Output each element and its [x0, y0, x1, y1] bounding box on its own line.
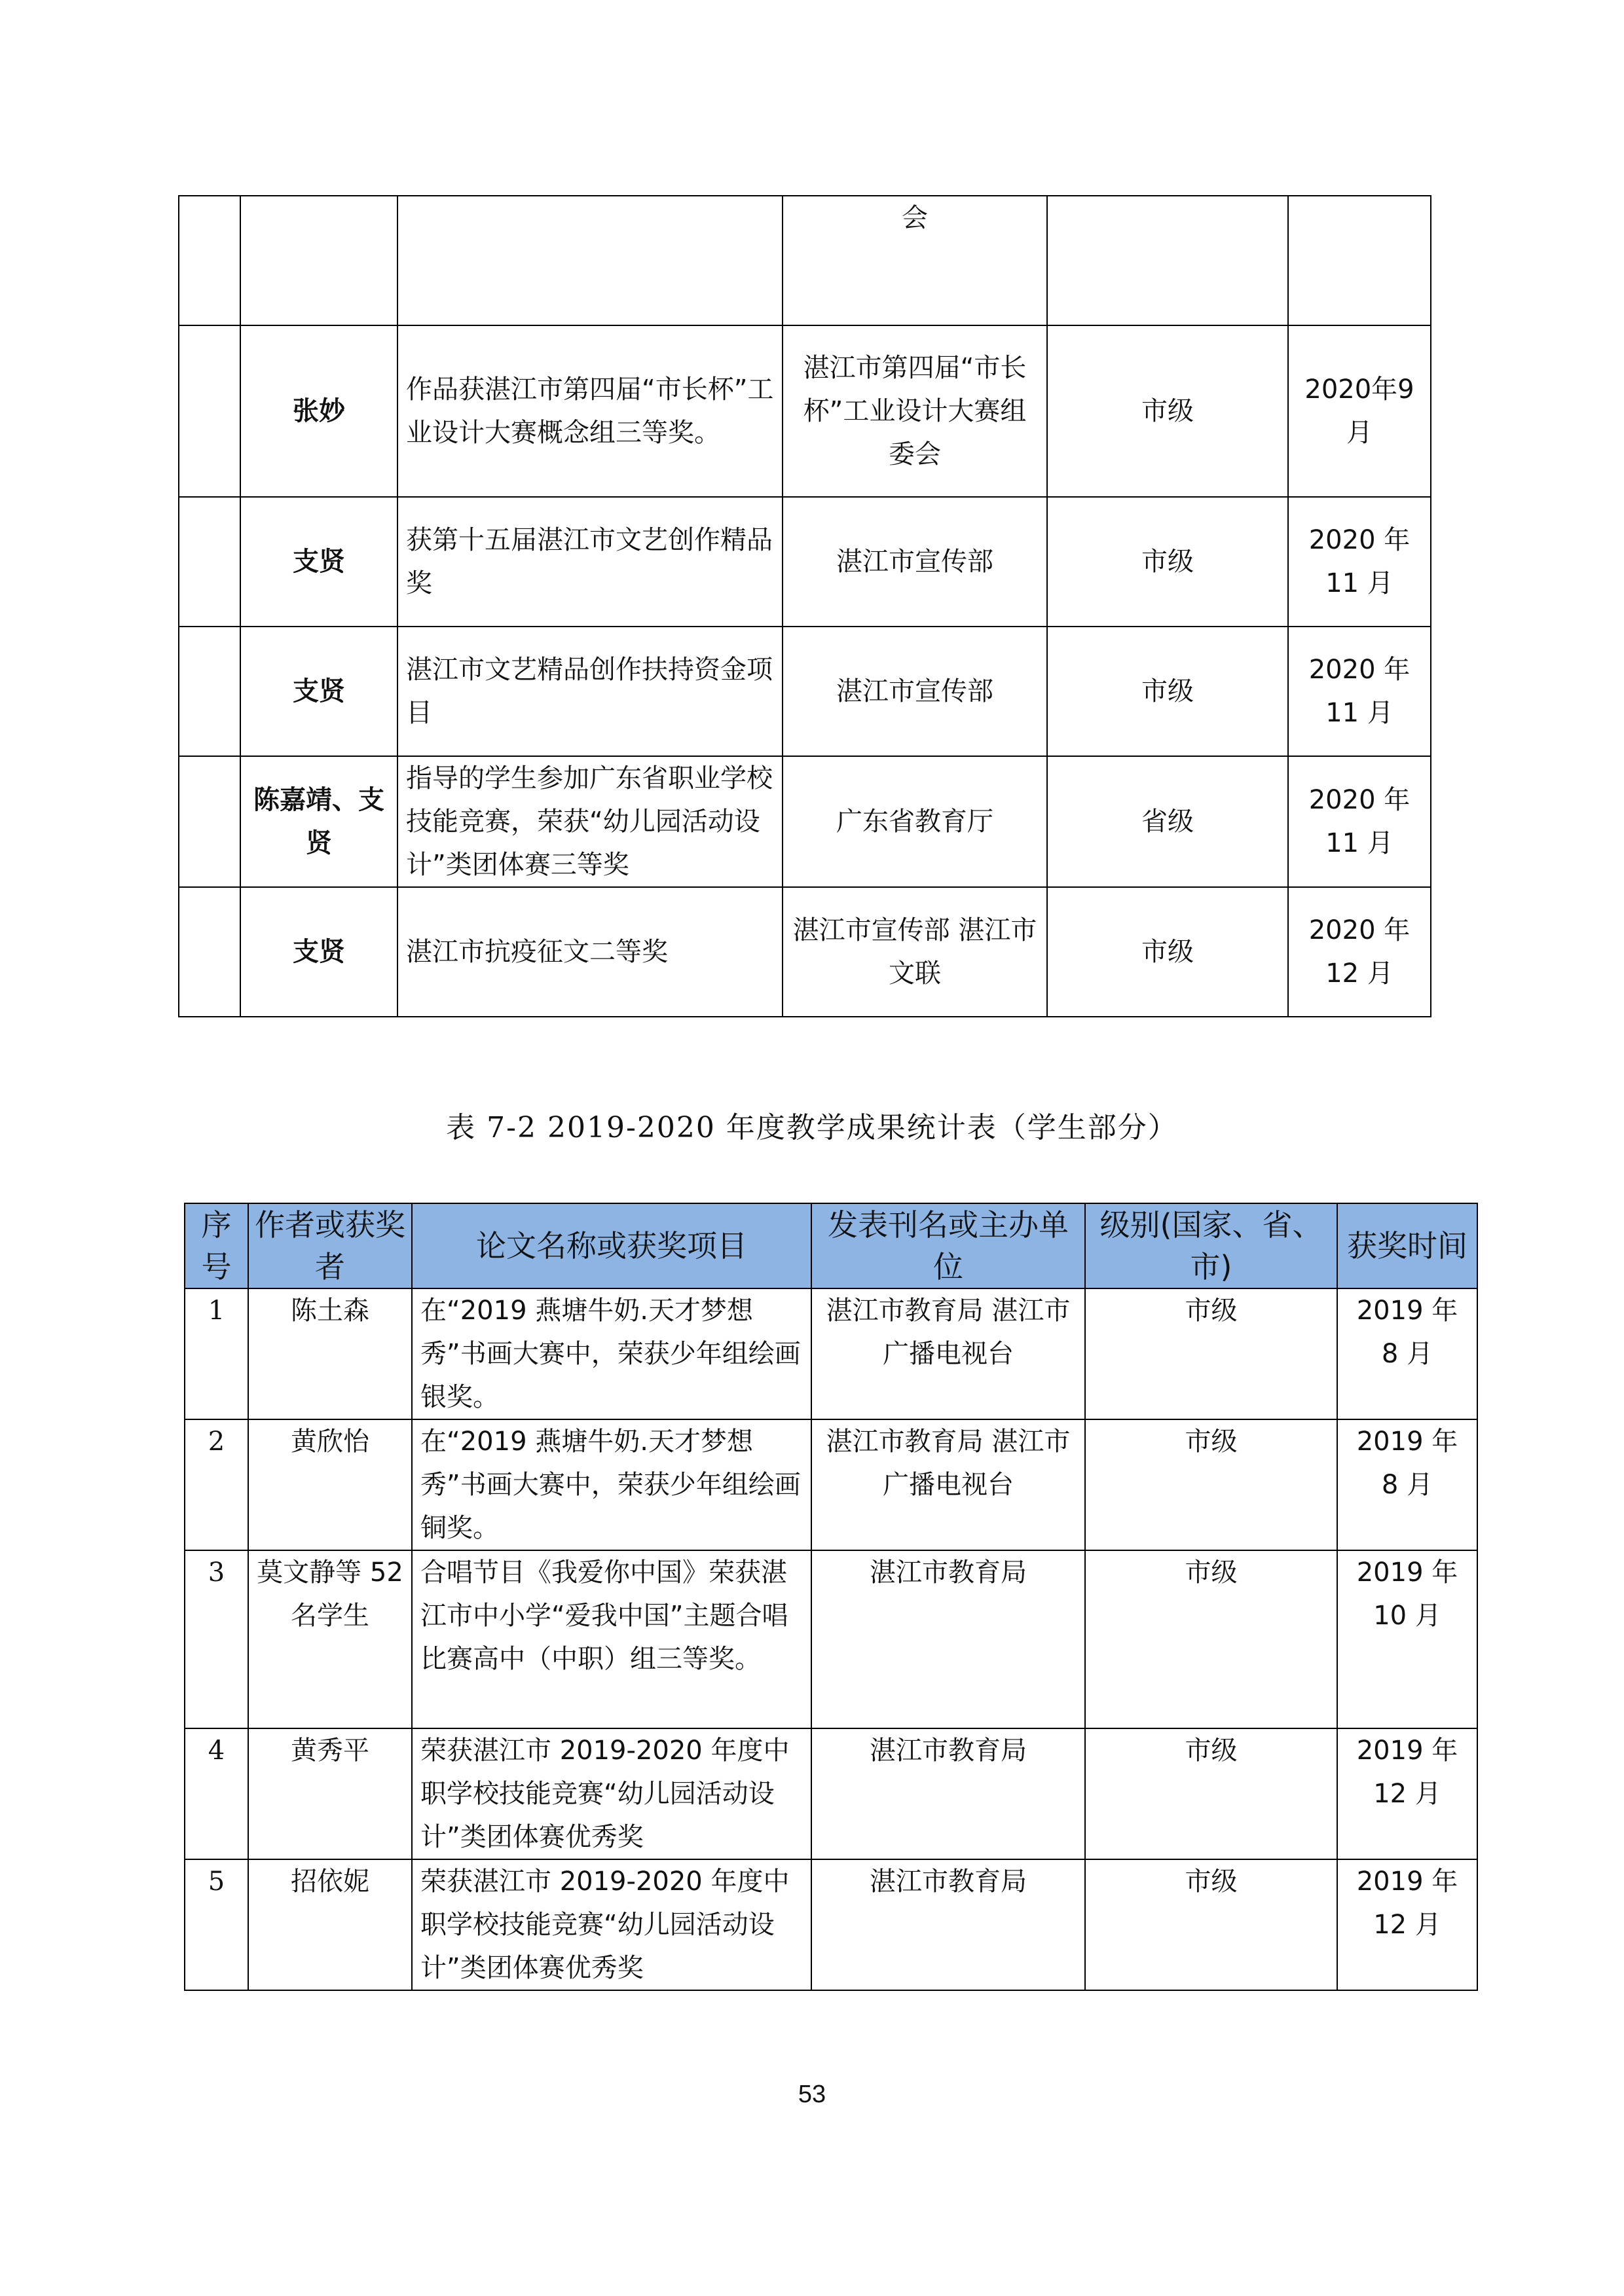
org-cell: 湛江市宣传部: [783, 497, 1047, 627]
seq-cell: 5: [185, 1859, 248, 1990]
title-cell: 湛江市文艺精品创作扶持资金项目: [397, 627, 783, 756]
seq-cell: [179, 497, 240, 627]
author-cell: 支贤: [240, 887, 397, 1017]
title-cell: 作品获湛江市第四届“市长杯”工业设计大赛概念组三等奖。: [397, 325, 783, 497]
author-cell: [240, 196, 397, 325]
level-cell: 市级: [1047, 887, 1288, 1017]
seq-cell: 1: [185, 1288, 248, 1419]
title-cell: 在“2019 燕塘牛奶.天才梦想秀”书画大赛中，荣获少年组绘画铜奖。: [412, 1419, 811, 1550]
header-author: 作者或获奖者: [248, 1203, 412, 1288]
org-cell: 湛江市教育局 湛江市广播电视台: [811, 1288, 1085, 1419]
org-cell: 湛江市教育局: [811, 1859, 1085, 1990]
date-cell: 2019 年 8 月: [1337, 1288, 1477, 1419]
level-cell: 市级: [1085, 1288, 1337, 1419]
seq-cell: 4: [185, 1728, 248, 1859]
level-cell: 市级: [1085, 1550, 1337, 1728]
org-cell: 广东省教育厅: [783, 756, 1047, 887]
author-cell: 陈土森: [248, 1288, 412, 1419]
header-seq: 序号: [185, 1203, 248, 1288]
org-cell: 湛江市教育局 湛江市广播电视台: [811, 1419, 1085, 1550]
date-cell: 2019 年 12 月: [1337, 1859, 1477, 1990]
title-cell: [397, 196, 783, 325]
table-row: [179, 887, 1431, 1017]
date-cell: 2020年9月: [1288, 325, 1431, 497]
title-cell: 荣获湛江市 2019-2020 年度中职学校技能竞赛“幼儿园活动设计”类团体赛优秀奖: [412, 1859, 811, 1990]
seq-cell: [179, 196, 240, 325]
seq-cell: [179, 627, 240, 756]
date-cell: 2020 年 11 月: [1288, 497, 1431, 627]
table-row: [185, 1728, 1477, 1859]
seq-cell: [179, 887, 240, 1017]
header-org: 发表刊名或主办单位: [811, 1203, 1085, 1288]
org-cell: 湛江市宣传部 湛江市文联: [783, 887, 1047, 1017]
date-cell: 2020 年 11 月: [1288, 756, 1431, 887]
seq-cell: 2: [185, 1419, 248, 1550]
level-cell: 省级: [1047, 756, 1288, 887]
table-caption: 表 7-2 2019-2020 年度教学成果统计表（学生部分）: [446, 1111, 1178, 1144]
date-cell: 2020 年 11 月: [1288, 627, 1431, 756]
header-level: 级别(国家、省、市): [1085, 1203, 1337, 1288]
author-cell: 黄欣怡: [248, 1419, 412, 1550]
table-row: [185, 1288, 1477, 1419]
date-cell: [1288, 196, 1431, 325]
title-cell: 指导的学生参加广东省职业学校技能竞赛，荣获“幼儿园活动设计”类团体赛三等奖: [397, 756, 783, 887]
table-row: [185, 1550, 1477, 1728]
level-cell: 市级: [1085, 1419, 1337, 1550]
seq-cell: 3: [185, 1550, 248, 1728]
title-cell: 获第十五届湛江市文艺创作精品奖: [397, 497, 783, 627]
title-cell: 荣获湛江市 2019-2020 年度中职学校技能竞赛“幼儿园活动设计”类团体赛优秀奖: [412, 1728, 811, 1859]
table-row: [179, 627, 1431, 756]
title-cell: 湛江市抗疫征文二等奖: [397, 887, 783, 1017]
table-row: [179, 196, 1431, 325]
level-cell: [1047, 196, 1288, 325]
level-cell: 市级: [1047, 497, 1288, 627]
author-cell: 支贤: [240, 497, 397, 627]
author-cell: 陈嘉靖、支贤: [240, 756, 397, 887]
level-cell: 市级: [1085, 1859, 1337, 1990]
seq-cell: [179, 756, 240, 887]
level-cell: 市级: [1047, 627, 1288, 756]
date-cell: 2020 年 12 月: [1288, 887, 1431, 1017]
page-number: 53: [798, 2081, 826, 2108]
student-achievements-table: [184, 1203, 1478, 1991]
header-date: 获奖时间: [1337, 1203, 1477, 1288]
title-cell: 在“2019 燕塘牛奶.天才梦想秀”书画大赛中，荣获少年组绘画银奖。: [412, 1288, 811, 1419]
date-cell: 2019 年 10 月: [1337, 1550, 1477, 1728]
table-row: [185, 1419, 1477, 1550]
table-row: [185, 1859, 1477, 1990]
level-cell: 市级: [1085, 1728, 1337, 1859]
table-header-row: [185, 1203, 1477, 1288]
org-cell: 湛江市宣传部: [783, 627, 1047, 756]
teacher-achievements-table-continued: [178, 195, 1431, 1017]
author-cell: 支贤: [240, 627, 397, 756]
org-cell: 湛江市第四届“市长杯”工业设计大赛组委会: [783, 325, 1047, 497]
author-cell: 莫文静等 52 名学生: [248, 1550, 412, 1728]
title-cell: 合唱节目《我爱你中国》荣获湛江市中小学“爱我中国”主题合唱比赛高中（中职）组三等奖。: [412, 1550, 811, 1728]
date-cell: 2019 年 8 月: [1337, 1419, 1477, 1550]
author-cell: 黄秀平: [248, 1728, 412, 1859]
table-row: [179, 497, 1431, 627]
org-cell: 会: [783, 196, 1047, 325]
level-cell: 市级: [1047, 325, 1288, 497]
seq-cell: [179, 325, 240, 497]
header-title: 论文名称或获奖项目: [412, 1203, 811, 1288]
org-cell: 湛江市教育局: [811, 1550, 1085, 1728]
table-row: [179, 756, 1431, 887]
author-cell: 招依妮: [248, 1859, 412, 1990]
table-row: [179, 325, 1431, 497]
org-cell: 湛江市教育局: [811, 1728, 1085, 1859]
author-cell: 张妙: [240, 325, 397, 497]
date-cell: 2019 年 12 月: [1337, 1728, 1477, 1859]
